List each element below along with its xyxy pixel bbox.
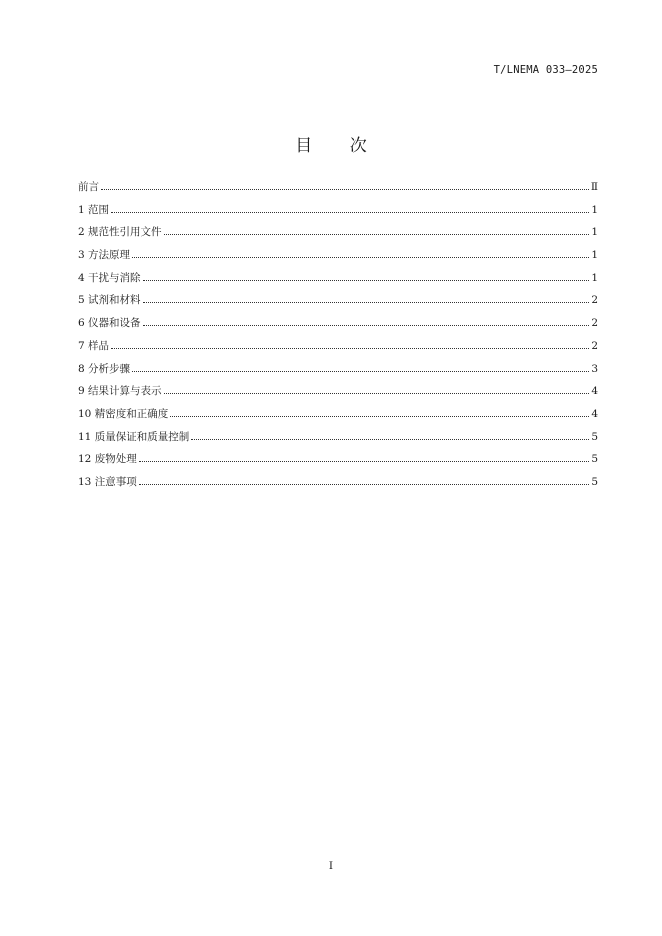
toc-entry-label: 仪器和设备 [88,317,141,330]
toc-entry-apparatus[interactable] [78,316,598,339]
toc-entry-number: 3 [78,249,89,262]
toc-entry-label: 质量保证和质量控制 [94,430,190,443]
toc-entry-page: 4 [591,407,598,420]
toc-entry-label: 结果计算与表示 [88,385,162,398]
toc-entry-label: 规范性引用文件 [88,226,162,239]
document-code: T/LNEMA 033—2025 [493,64,598,76]
toc-entry-precision-accuracy[interactable] [78,407,598,430]
toc-entry-number: 13 [78,475,95,488]
toc-entry-page: Ⅱ [590,181,598,193]
toc-dot-leader [139,484,590,485]
toc-entry-number: 12 [78,453,95,466]
toc-entry-number: 1 [78,203,89,216]
toc-entry-page: 2 [591,317,598,330]
toc-entry-page: 2 [591,339,598,352]
toc-entry-results-calculation[interactable] [78,384,598,407]
toc-entry-page: 2 [591,294,598,307]
toc-dot-leader [191,439,589,440]
toc-dot-leader [111,348,589,349]
toc-entry-page: 1 [591,271,598,284]
toc-entry-page: 1 [591,226,598,239]
toc-dot-leader [143,325,590,326]
toc-dot-leader [164,234,590,235]
toc-entry-number: 8 [78,362,89,375]
toc-dot-leader [132,257,589,258]
toc-entry-samples[interactable] [78,339,598,362]
toc-entry-number: 5 [78,294,89,307]
toc-entry-label: 前言 [78,181,99,193]
toc-entry-number: 7 [78,339,89,352]
page-number: I [328,860,334,872]
toc-entry-page: 1 [591,249,598,262]
toc-entry-number: 11 [78,430,95,443]
toc-entry-label: 精密度和正确度 [94,407,169,420]
toc-dot-leader [143,302,590,303]
toc-entry-waste-disposal[interactable] [78,452,598,475]
toc-dot-leader [132,371,589,372]
toc-entry-label: 废物处理 [94,453,137,466]
toc-entry-reagents[interactable] [78,293,598,316]
toc-dot-leader [170,416,589,417]
toc-dot-leader [143,280,590,281]
toc-dot-leader [164,393,590,394]
table-of-contents [78,180,598,498]
toc-entry-number: 9 [78,385,89,398]
toc-entry-label: 范围 [88,203,110,216]
toc-dot-leader [101,189,589,190]
toc-entry-normative-references[interactable] [78,225,598,248]
toc-entry-page: 4 [591,385,598,398]
toc-entry-preface[interactable] [78,180,598,203]
toc-entry-interference[interactable] [78,271,598,294]
toc-entry-label: 分析步骤 [88,362,131,375]
toc-entry-page: 5 [591,475,598,488]
toc-entry-number: 4 [78,271,89,284]
toc-title: 目 次 [295,136,383,156]
toc-entry-page: 5 [591,430,598,443]
toc-entry-label: 样品 [88,339,110,352]
toc-entry-number: 6 [78,317,89,330]
toc-entry-method-principle[interactable] [78,248,598,271]
toc-dot-leader [111,212,589,213]
toc-entry-analysis-steps[interactable] [78,362,598,385]
toc-entry-page: 1 [591,203,598,216]
toc-entry-quality-control[interactable] [78,430,598,453]
toc-entry-page: 5 [591,453,598,466]
toc-dot-leader [139,461,590,462]
toc-entry-label: 干扰与消除 [88,271,141,284]
toc-entry-page: 3 [591,362,598,375]
toc-entry-number: 2 [78,226,89,239]
toc-entry-label: 试剂和材料 [88,294,141,307]
toc-entry-scope[interactable] [78,203,598,226]
toc-entry-label: 注意事项 [94,475,137,488]
toc-entry-number: 10 [78,407,95,420]
toc-entry-precautions[interactable] [78,475,598,498]
toc-entry-label: 方法原理 [88,249,131,262]
